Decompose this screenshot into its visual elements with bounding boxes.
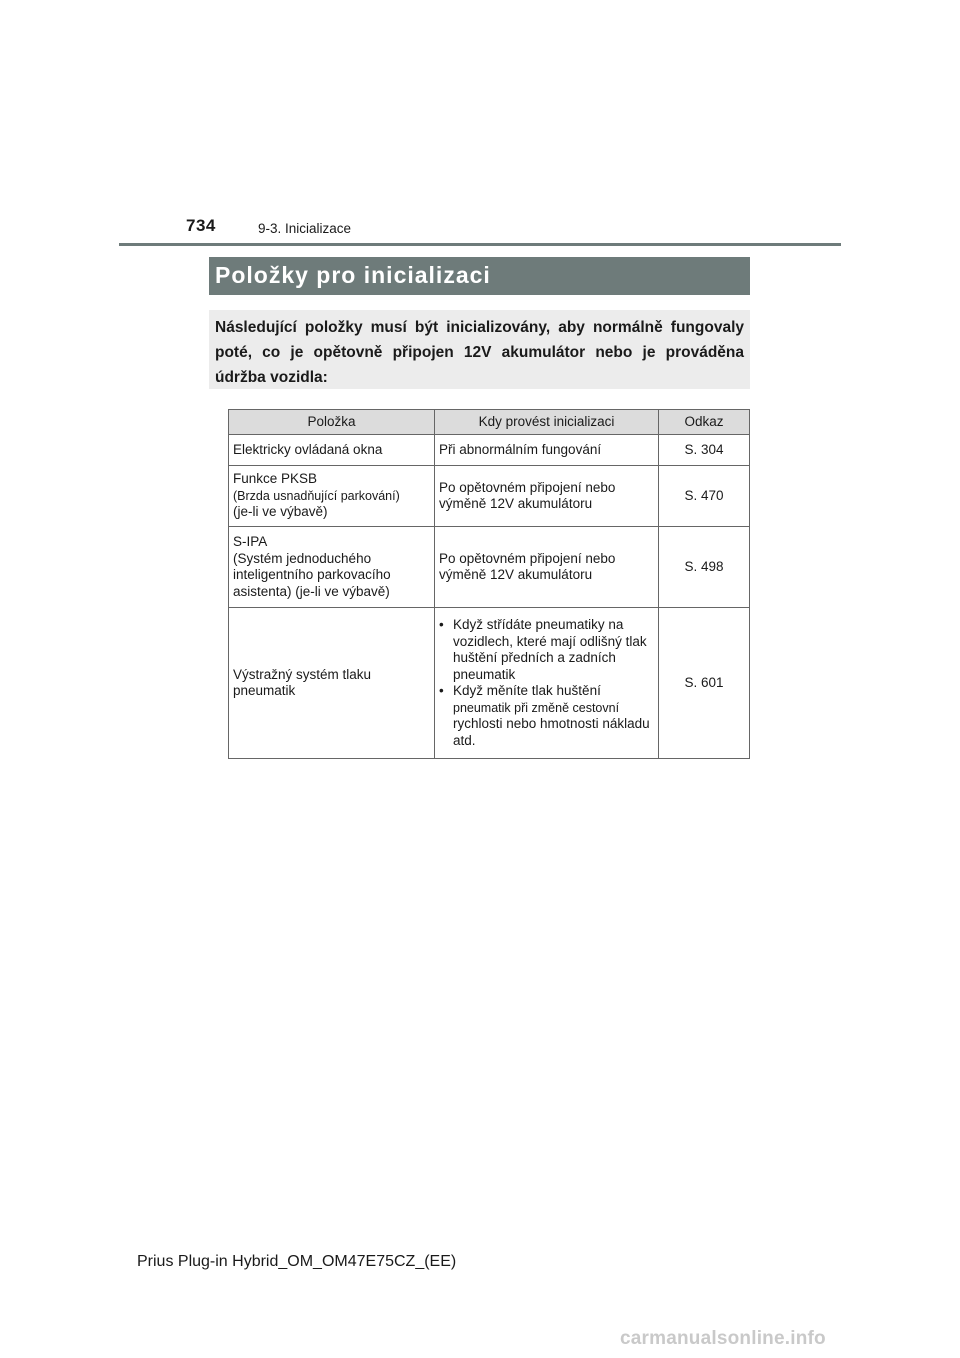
reference-cell: S. 601 (659, 608, 750, 759)
list-item-text: rychlosti nebo hmotnosti nákladu atd. (453, 716, 650, 748)
column-header-when: Kdy provést inicializaci (435, 410, 659, 435)
when-cell: Po opětovném připojení nebo výměně 12V akumulátoru (435, 527, 659, 608)
intro-text: Následující položky musí být inicializovány, aby normálně fungovaly poté, co je opětovně připojen 12V akumulátor nebo je prováděna údržba vozidla: (215, 319, 744, 386)
list-item-text: pneumatik při změně cestovní (453, 700, 620, 715)
item-cell: Elektricky ovládaná okna (229, 435, 435, 466)
list-item-text: Když měníte tlak huštění (453, 683, 601, 698)
item-cell: S-IPA (Systém jednoduchého inteligentního parkovacího asistenta) (je-li ve výbavě) (229, 527, 435, 608)
initialization-table (228, 409, 750, 759)
table-row (229, 435, 750, 466)
column-header-item: Položka (229, 410, 435, 435)
when-cell: Při abnormálním fungování (435, 435, 659, 466)
item-sub: (je-li ve výbavě) (233, 504, 328, 520)
item-cell: Výstražný systém tlaku pneumatik (229, 608, 435, 759)
item-cell (229, 466, 435, 527)
section-label: 9-3. Inicializace (258, 221, 352, 236)
table-row (229, 527, 750, 608)
footer-manual-id: Prius Plug-in Hybrid_OM_OM47E75CZ_(EE) (137, 1253, 457, 1270)
table-header-row (229, 410, 750, 435)
column-header-reference: Odkaz (659, 410, 750, 435)
intro-box (209, 310, 750, 389)
condition-list (439, 617, 654, 749)
section-title: Položky pro inicializaci (215, 262, 491, 288)
table-row (229, 466, 750, 527)
reference-cell: S. 470 (659, 466, 750, 527)
reference-cell: S. 304 (659, 435, 750, 466)
list-item (439, 683, 654, 749)
page-number: 734 (186, 216, 216, 235)
when-cell: Po opětovném připojení nebo výměně 12V akumulátoru (435, 466, 659, 527)
when-cell (435, 608, 659, 759)
table-row (229, 608, 750, 759)
list-item: • Když střídáte pneumatiky na vozidlech, které mají odlišný tlak huštění předních a zadních pneumatik (439, 617, 654, 683)
item-sub: (Brzda usnadňující parkování) (233, 488, 400, 503)
watermark: carmanualsonline.info (620, 1328, 826, 1349)
item-main: Funkce PKSB (233, 471, 318, 487)
header-rule (119, 243, 841, 246)
section-title-bar (209, 257, 750, 295)
reference-cell: S. 498 (659, 527, 750, 608)
